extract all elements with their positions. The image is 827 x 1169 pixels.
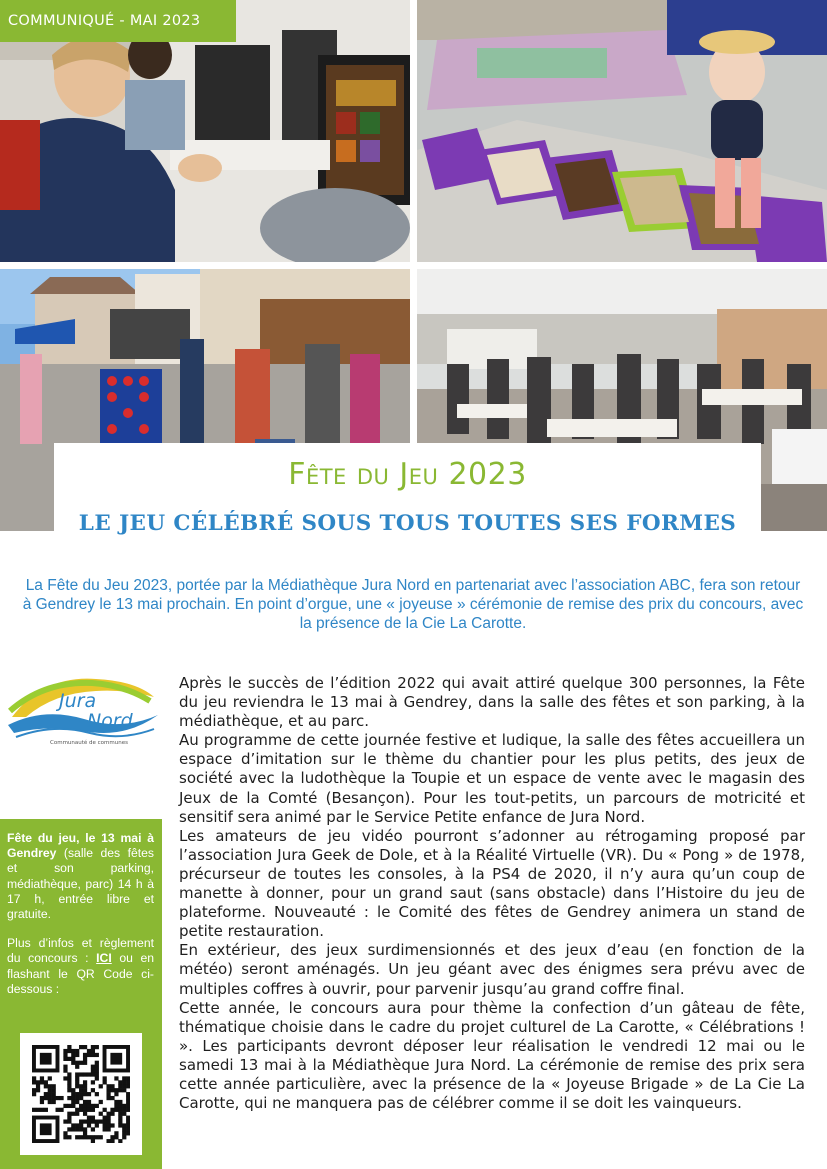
page-subtitle: LE JEU CÉLÉBRÉ SOUS TOUS TOUTES SES FORMES <box>78 511 737 536</box>
info-sidebar <box>0 819 162 1169</box>
logo-line2: Nord <box>87 710 133 732</box>
info-text-end: ou en flashant le QR Code ci-dessous : <box>7 951 155 996</box>
toddler-on-sensory-path-photo <box>417 0 827 262</box>
communique-badge: COMMUNIQUÉ - MAI 2023 <box>0 0 236 42</box>
event-details: (salle des fêtes et son parking, médiathèque, parc) 14 h à 17 h, entrée libre et gratuite. <box>7 846 154 922</box>
title-panel <box>54 443 761 553</box>
logo-line1: Jura <box>59 690 97 712</box>
rules-link[interactable]: ICI <box>96 951 112 966</box>
info-text: Plus d’infos et règlement du concours : <box>7 936 154 966</box>
sidebar-text <box>7 831 154 1011</box>
page-title: Fête du Jeu 2023 <box>288 457 527 492</box>
article-body <box>179 674 805 1113</box>
qr-code[interactable] <box>20 1033 142 1155</box>
article-paragraph: Au programme de cette journée festive et ludique, la salle des fêtes accueillera un espace d’imitation sur le thème du chantier pour les plus petits, des jeux de société avec la ludothèque la Toupie et un espace de vente avec le magasin des Jeux de la Comté (Besançon). Pour les tout-petits, un parcours de motricité et sensitif sera animé par le Service Petite enfance de Jura Nord. <box>179 731 805 826</box>
jura-nord-logo <box>4 667 162 753</box>
article-paragraph: En extérieur, des jeux surdimensionnés et des jeux d’eau (en fonction de la météo) seront aménagés. Un jeu géant avec des énigmes sera prévu avec de multiples coffres à ouvrir, pour parvenir jusqu’au grand coffre final. <box>179 941 805 998</box>
qr-code-pattern <box>32 1045 130 1143</box>
article-paragraph: Cette année, le concours aura pour thème la confection d’un gâteau de fête, thématique choisie dans le cadre du projet culturel de La Carotte, « Célébrations ! ». Les participants devront déposer leur réalisation le vendredi 12 mai ou le samedi 13 mai à la Médiathèque Jura Nord. La cérémonie de remise des prix sera cette année particulière, avec la présence de la « Joyeuse Brigade » de La Cie La Carotte, qui ne manquera pas de célébrer comme il se doit les vainqueurs. <box>179 998 805 1113</box>
event-headline: Fête du jeu, le 13 mai à Gendrey <box>7 831 154 861</box>
intro-paragraph: La Fête du Jeu 2023, portée par la Médiathèque Jura Nord en partenariat avec l’association ABC, fera son retour à Gendrey le 13 mai prochain. En point d’orgue, une « joyeuse » cérémonie de remise des prix du concours, avec la présence de la Cie La Carotte. <box>22 577 804 632</box>
article-paragraph: Après le succès de l’édition 2022 qui avait attiré quelque 300 personnes, la Fête du jeu reviendra le 13 mai à Gendrey, dans la salle des fêtes et son parking, à la médiathèque, et au parc. <box>179 674 805 731</box>
logo-tagline: Communauté de communes <box>50 740 128 746</box>
article-paragraph: Les amateurs de jeu vidéo pourront s’adonner au rétrogaming proposé par l’association Jura Geek de Dole, et à la Réalité Virtuelle (VR). Du « Pong » de 1978, précurseur de toutes les consoles, à la PS4 de 2020, il n’y aura qu’un coup de manette à donner, pour un grand saut (sans obstacle) dans l’Histoire du jeu de plateforme. Nouveauté : le Comité des fêtes de Gendrey animera un stand de petite restauration. <box>179 826 805 941</box>
